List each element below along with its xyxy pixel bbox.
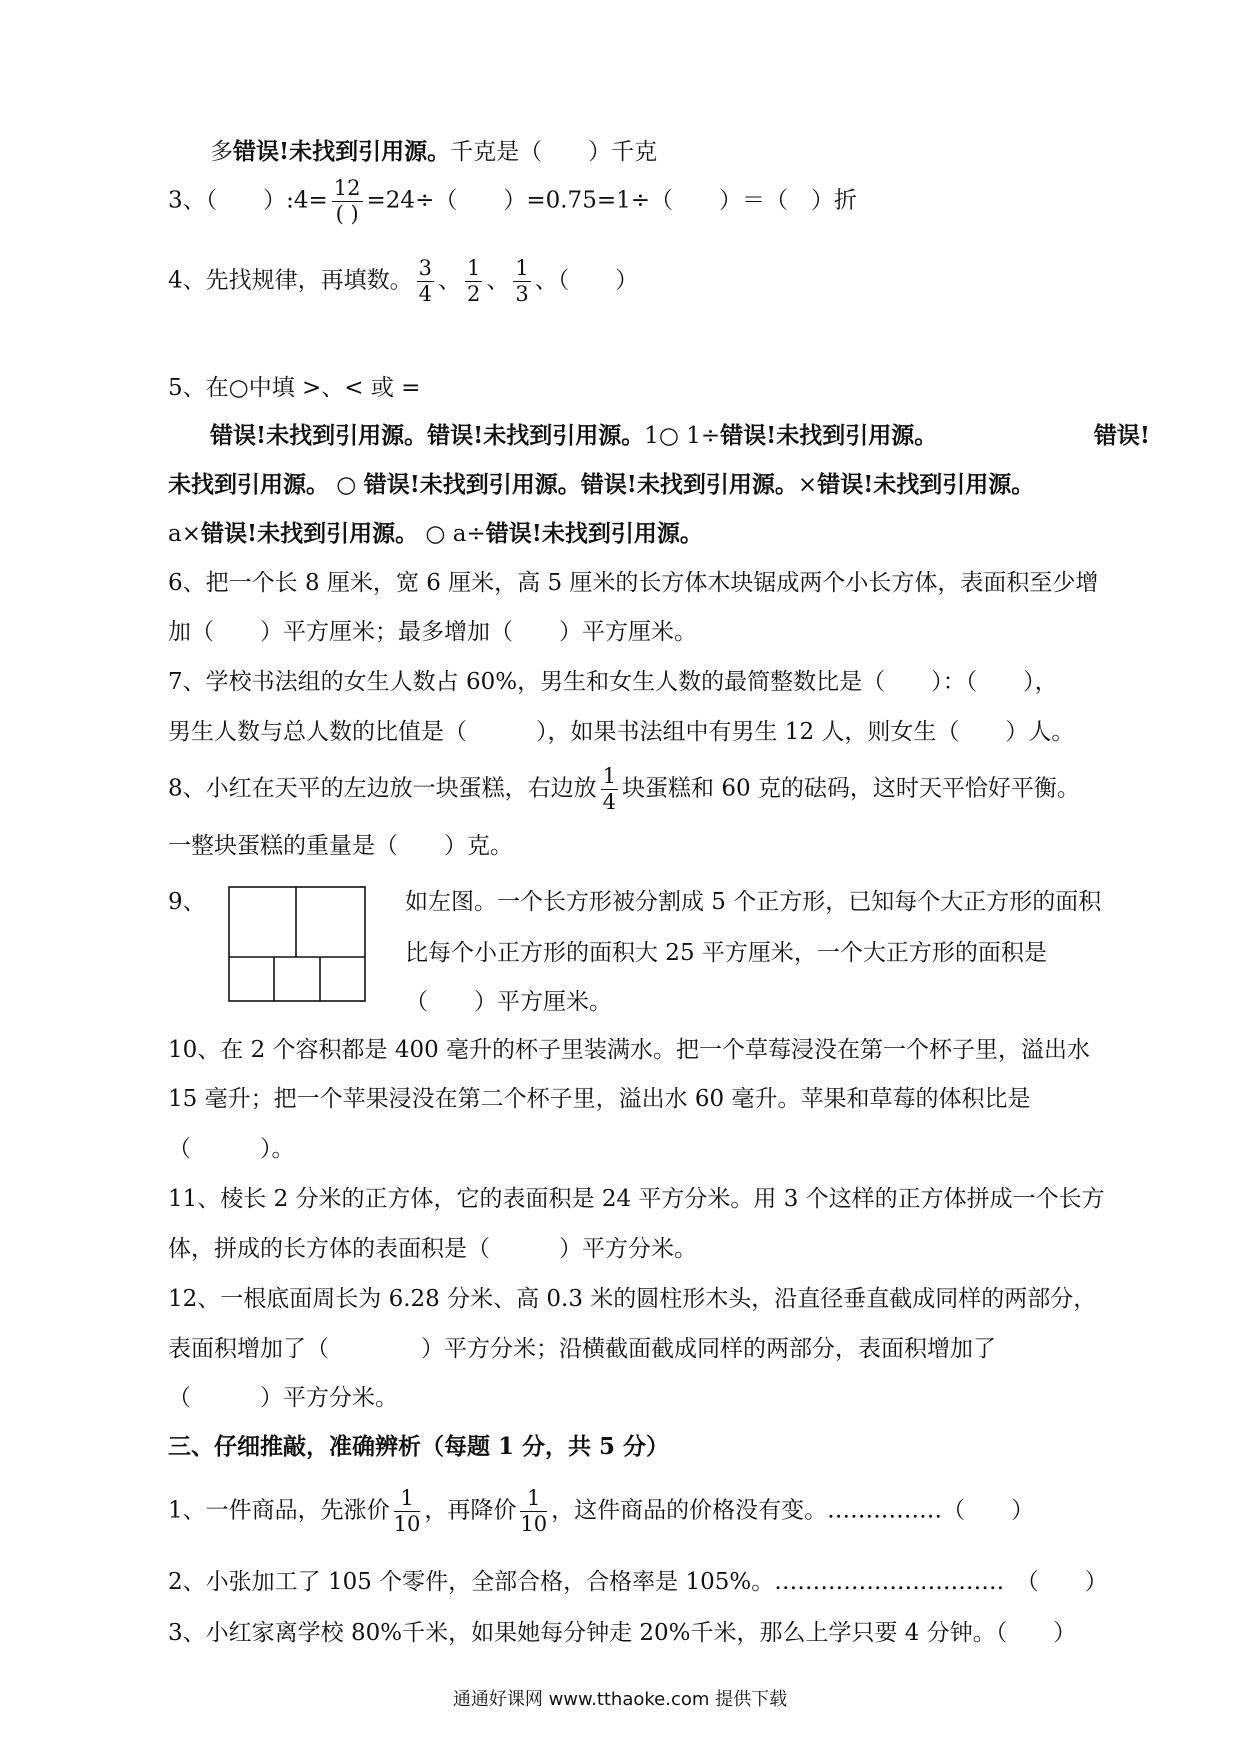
question-9-line-b: 比每个小正方形的面积大 25 平方厘米，一个大正方形的面积是 [405, 940, 1047, 966]
question-5-line-c: a×错误!未找到引用源。 ○ a÷错误!未找到引用源。 [168, 520, 703, 547]
section-3-question-1: 1、一件商品，先涨价 $\frac{1}{10}$ ，再降价 $\frac{1}{10}$ ，这件商品的价格没有变。……………（ ） [168, 1486, 1035, 1536]
question-6-line-b: 加（ ）平方厘米；最多增加（ ）平方厘米。 [168, 619, 697, 645]
section-3-question-3: 3、小红家离学校 80%千米，如果她每分钟走 20%千米，那么上学只要 4 分钟。（ ） [168, 1620, 1077, 1646]
question-5: 5、在○中填 >、< 或 = [168, 375, 421, 401]
fraction-1-2: $\frac{1}{2}$ [467, 256, 481, 306]
outer-rectangle [229, 887, 365, 1001]
fraction-12-over-blank: $\frac{12}{( )}$ [333, 176, 361, 226]
rectangle-five-squares-figure [228, 886, 368, 1004]
question-12-line-c: （ ）平方分米。 [168, 1385, 398, 1411]
question-5-line-a: 错误!未找到引用源。错误!未找到引用源。1○ 1÷错误!未找到引用源。 错误! [210, 422, 1150, 449]
question-9-number: 9、 [168, 889, 206, 915]
fraction-1-10-b: $\frac{1}{10}$ [520, 1486, 548, 1536]
question-11-line-b: 体，拼成的长方体的表面积是（ ）平方分米。 [168, 1236, 697, 1262]
question-5-line-b: 未找到引用源。 ○ 错误!未找到引用源。错误!未找到引用源。×错误!未找到引用源。 [168, 471, 1035, 498]
page-footer: 通通好课网 www.tthaoke.com 提供下载 [452, 1689, 788, 1710]
question-4: 4、先找规律，再填数。 $\frac{3}{4}$ 、 $\frac{1}{2}$ 、 $\frac{1}{3}$ 、（ ） [168, 256, 639, 306]
question-8-line-b: 一整块蛋糕的重量是（ ）克。 [168, 833, 513, 859]
question-12-line-b: 表面积增加了（ ）平方分米；沿横截面截成同样的两部分，表面积增加了 [168, 1336, 996, 1362]
section-3-question-2: 2、小张加工了 105 个零件，全部合格，合格率是 105%。………………………… （ ） [168, 1569, 1108, 1595]
question-10-line-c: （ ）。 [168, 1136, 295, 1162]
question-10-line-a: 10、在 2 个容积都是 400 毫升的杯子里装满水。把一个草莓浸没在第一个杯子里，溢出水 [168, 1037, 1091, 1063]
fraction-1-10-a: $\frac{1}{10}$ [393, 1486, 421, 1536]
question-9-line-c: （ ）平方厘米。 [405, 989, 612, 1015]
question-9-line-a: 如左图。一个长方形被分割成 5 个正方形，已知每个大正方形的面积 [405, 889, 1102, 915]
question-6-line-a: 6、把一个长 8 厘米，宽 6 厘米，高 5 厘米的长方体木块锯成两个小长方体，表面积至少增 [168, 570, 1099, 596]
line-0: 多错误!未找到引用源。千克是（ ）千克 [210, 138, 658, 165]
section-3-heading: 三、仔细推敲，准确辨析（每题 1 分，共 5 分） [168, 1433, 670, 1460]
question-3: 3、（ ）:4= $\frac{12}{( )}$ =24÷（ ）=0.75=1÷（ ）＝（ ）折 [168, 176, 857, 226]
fraction-1-3: $\frac{1}{3}$ [515, 256, 529, 306]
question-10-line-b: 15 毫升；把一个苹果浸没在第二个杯子里，溢出水 60 毫升。苹果和草莓的体积比是 [168, 1086, 1031, 1112]
fraction-3-4: $\frac{3}{4}$ [418, 256, 433, 306]
question-8-line-a: 8、小红在天平的左边放一块蛋糕，右边放 $\frac{1}{4}$ 块蛋糕和 60 克的砝码，这时天平恰好平衡。 [168, 764, 1080, 814]
fraction-1-4: $\frac{1}{4}$ [602, 764, 617, 814]
question-12-line-a: 12、一根底面周长为 6.28 分米、高 0.3 米的圆柱形木头，沿直径垂直截成同样的两部分， [168, 1286, 1097, 1312]
question-11-line-a: 11、棱长 2 分米的正方体，它的表面积是 24 平方分米。用 3 个这样的正方体拼成一个长方 [168, 1186, 1105, 1212]
question-7-line-a: 7、学校书法组的女生人数占 60%，男生和女生人数的最简整数比是（ ）：（ ）， [168, 669, 1058, 695]
question-7-line-b: 男生人数与总人数的比值是（ ），如果书法组中有男生 12 人，则女生（ ）人。 [168, 719, 1075, 745]
